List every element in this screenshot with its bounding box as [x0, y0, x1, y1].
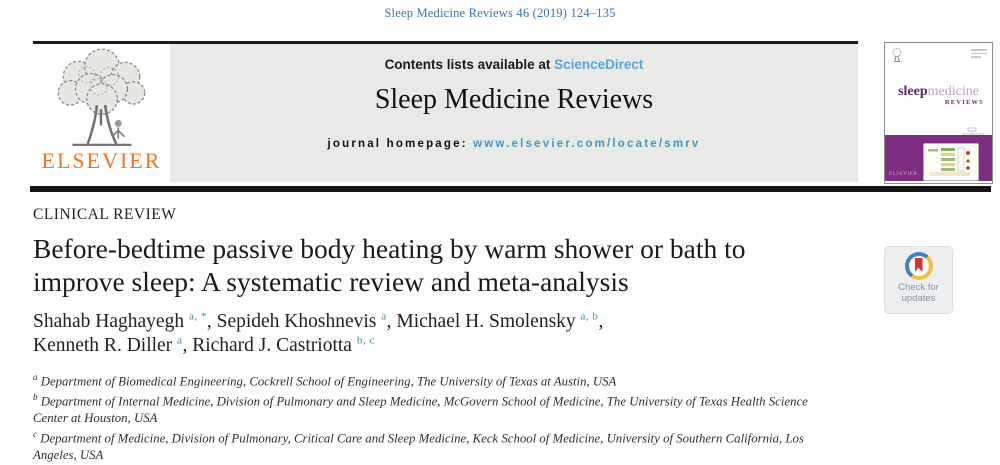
cover-volume-info: [971, 49, 987, 60]
author-name: Shahab Haghayegh $^{a, *}$,: [33, 310, 217, 332]
elsevier-logo: [33, 44, 170, 182]
cover-wordmark: [885, 83, 992, 99]
homepage-url-link[interactable]: www.elsevier.com/locate/smrv: [473, 137, 701, 150]
cover-reviews-label: REVIEWS: [944, 99, 984, 106]
author-name: Michael H. Smolensky $^{a, b}$,: [396, 310, 604, 332]
check-for-updates-badge[interactable]: [884, 246, 953, 314]
badge-text-line1: Check for: [898, 282, 939, 293]
elsevier-tree-icon: [46, 46, 158, 152]
contents-prefix: Contents lists available at: [384, 57, 555, 72]
running-head-citation: Sleep Medicine Reviews 46 (2019) 124–135: [384, 6, 616, 20]
affiliation: $^b$ Department of Internal Medicine, Division of Pulmonary and Sleep Medicine, McGovern School of Medicine, The University of Texas Health Science Center at Houston, USA: [33, 391, 808, 426]
authors: [33, 310, 853, 358]
affiliation: $^c$ Department of Medicine, Division of Pulmonary, Critical Care and Sleep Medicine, Keck School of Medicine, University of Southern California, Los Angeles, USA: [33, 428, 804, 463]
cover-mini-tree-icon: [891, 48, 903, 63]
cover-word-medicine: medicine: [927, 84, 979, 99]
author-name: Richard J. Castriotta $^{b, c}$: [192, 334, 375, 357]
section-label: CLINICAL REVIEW: [33, 206, 177, 223]
affiliation: $^a$ Department of Biomedical Engineering, Cockrell School of Engineering, The University of Texas at Austin, USA: [33, 372, 617, 389]
cover-diagram-decoration: [923, 143, 979, 181]
article-title: [33, 232, 873, 298]
homepage-line: [170, 138, 858, 150]
contents-line: [170, 57, 858, 72]
sciencedirect-link[interactable]: ScienceDirect: [554, 57, 644, 72]
journal-banner: [170, 44, 858, 182]
author-name: Sepideh Khoshnevis $^a$,: [216, 310, 397, 332]
journal-title: Sleep Medicine Reviews: [374, 84, 654, 115]
header-bottom-rule: [30, 186, 991, 192]
journal-cover-thumbnail[interactable]: [884, 42, 993, 184]
homepage-label: journal homepage:: [327, 137, 474, 150]
cover-word-sleep: sleep: [898, 84, 928, 99]
elsevier-wordmark: ELSEVIER: [41, 148, 162, 173]
cover-elsevier-tiny-label: ELSEVIER: [889, 172, 918, 177]
affiliations: [33, 371, 833, 465]
article-title-line: Before-bedtime passive body heating by warm shower or bath to: [33, 233, 746, 264]
article-title-line: improve sleep: A systematic review and meta-analysis: [33, 266, 629, 297]
crossmark-icon: [905, 252, 933, 280]
badge-text-line2: updates: [901, 293, 936, 305]
author-name: Kenneth R. Diller $^a$,: [33, 334, 193, 357]
